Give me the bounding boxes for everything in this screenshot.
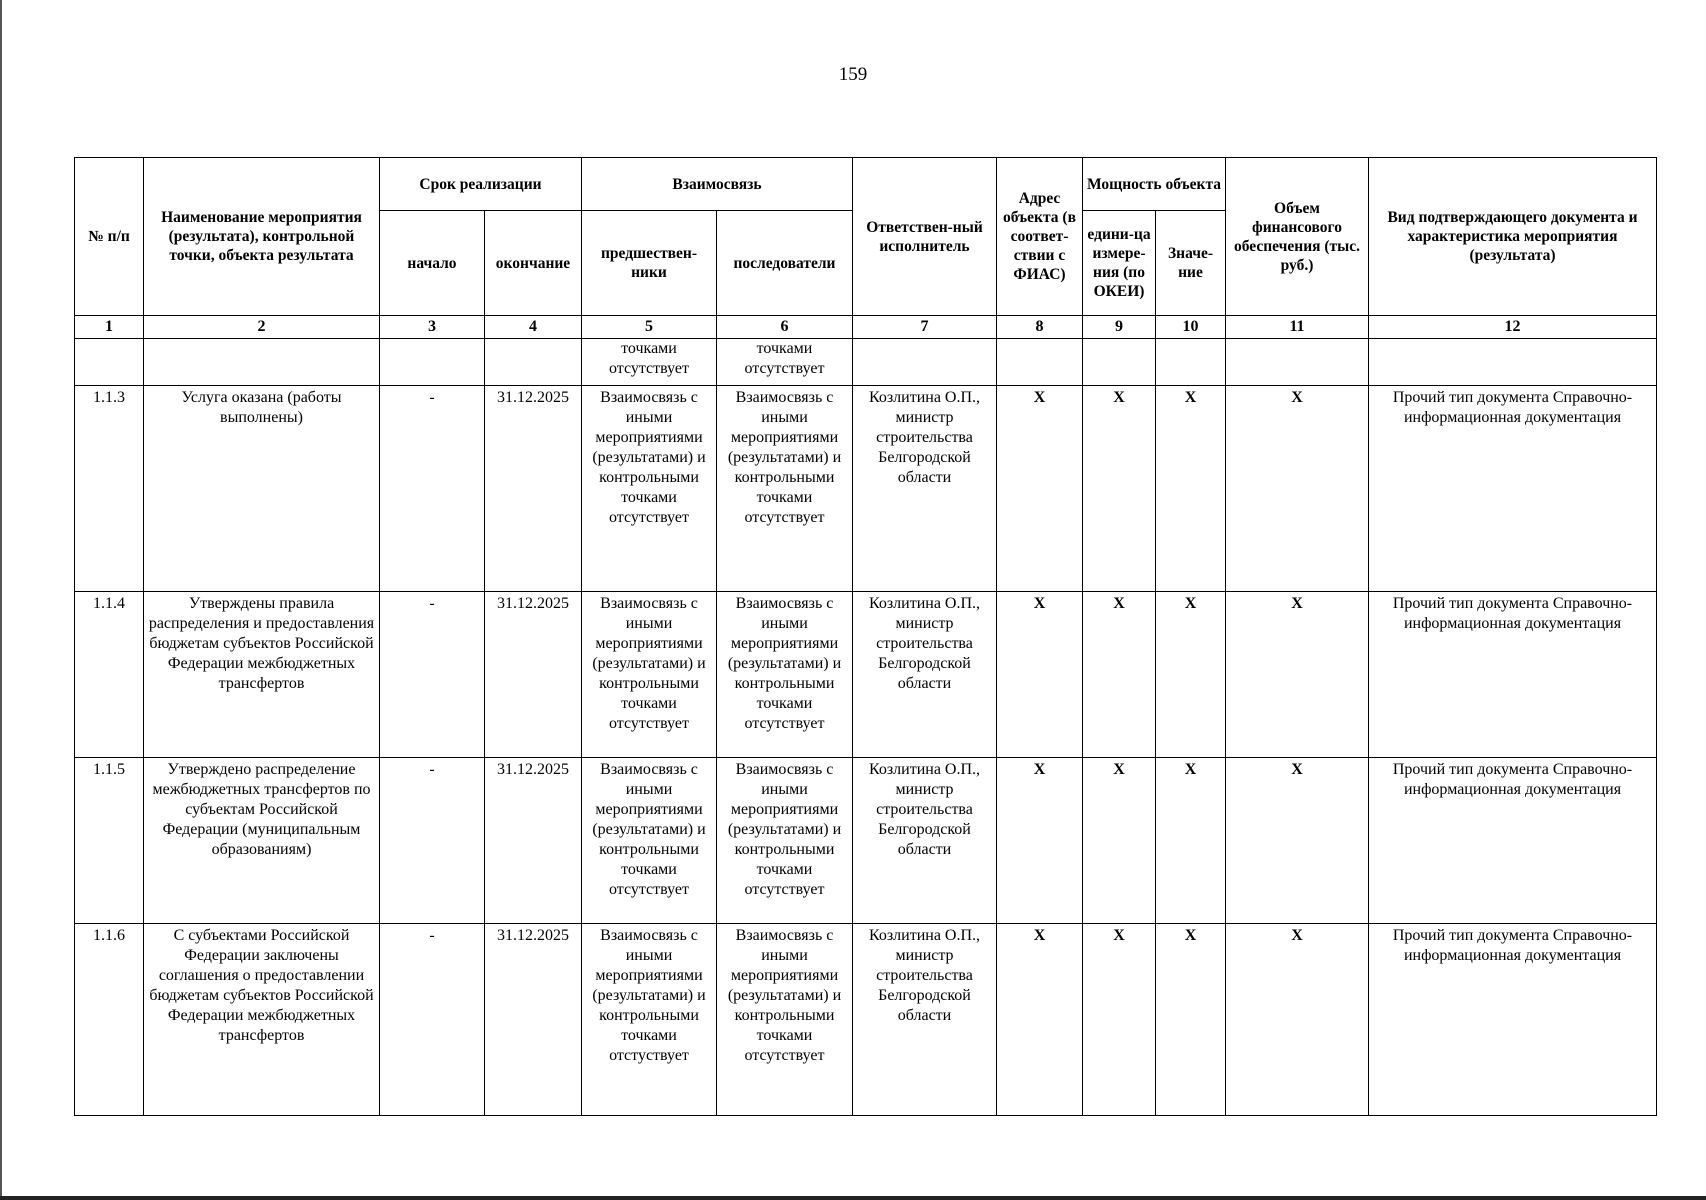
row-name: С субъектами Российской Федерации заключены соглашения о предоставлении бюджетам субъектов Российской Федерации межбюджетных трансфертов: [144, 924, 380, 1116]
table-cell: [853, 339, 997, 386]
row-start: -: [380, 924, 485, 1116]
table-cell: [144, 339, 380, 386]
row-finance: X: [1226, 758, 1369, 924]
row-num: 1.1.6: [75, 924, 144, 1116]
column-number: 3: [380, 316, 485, 339]
row-end: 31.12.2025: [485, 592, 582, 758]
row-end: 31.12.2025: [485, 758, 582, 924]
row-responsible: Козлитина О.П., министр строительства Белгородской области: [853, 592, 997, 758]
table-cell: [997, 339, 1083, 386]
table-cell: [485, 339, 582, 386]
row-value: X: [1156, 924, 1226, 1116]
row-address: X: [997, 924, 1083, 1116]
header-finance: Объем финансового обеспечения (тыс. руб.): [1226, 158, 1369, 316]
header-capacity-value: Значе-ние: [1156, 211, 1226, 316]
row-start: -: [380, 386, 485, 592]
header-period-end: окончание: [485, 211, 582, 316]
table-row: [75, 386, 1657, 592]
row-end: 31.12.2025: [485, 924, 582, 1116]
column-number: 10: [1156, 316, 1226, 339]
row-doc: Прочий тип документа Справочно-информационная документация: [1369, 592, 1657, 758]
row-start: -: [380, 592, 485, 758]
row-address: X: [997, 592, 1083, 758]
header-responsible: Ответствен-ный исполнитель: [853, 158, 997, 316]
header-name: Наименование мероприятия (результата), контрольной точки, объекта результата: [144, 158, 380, 316]
row-succ: Взаимосвязь с иными мероприятиями (результатами) и контрольными точками отсутствует: [717, 386, 853, 592]
column-number: 1: [75, 316, 144, 339]
header-row-1: [75, 158, 1657, 211]
continuation-pred: точками отсутствует: [582, 339, 717, 386]
row-unit: X: [1083, 924, 1156, 1116]
header-capacity: Мощность объекта: [1083, 158, 1226, 211]
row-responsible: Козлитина О.П., министр строительства Белгородской области: [853, 386, 997, 592]
row-pred: Взаимосвязь с иными мероприятиями (результатами) и контрольными точками отстуствует: [582, 924, 717, 1116]
table-cell: [75, 339, 144, 386]
header-num: № п/п: [75, 158, 144, 316]
table-row: [75, 924, 1657, 1116]
header-period-start: начало: [380, 211, 485, 316]
row-succ: Взаимосвязь с иными мероприятиями (результатами) и контрольными точками отсутствует: [717, 758, 853, 924]
continuation-succ: точками отсутствует: [717, 339, 853, 386]
table-cell: [1226, 339, 1369, 386]
row-value: X: [1156, 758, 1226, 924]
row-address: X: [997, 386, 1083, 592]
continuation-row: [75, 339, 1657, 386]
table-cell: [1156, 339, 1226, 386]
row-value: X: [1156, 592, 1226, 758]
row-name: Услуга оказана (работы выполнены): [144, 386, 380, 592]
table-cell: [1369, 339, 1657, 386]
column-number: 4: [485, 316, 582, 339]
row-doc: Прочий тип документа Справочно-информационная документация: [1369, 758, 1657, 924]
column-number: 2: [144, 316, 380, 339]
table-cell: [380, 339, 485, 386]
row-start: -: [380, 758, 485, 924]
row-name: Утверждено распределение межбюджетных трансфертов по субъектам Российской Федерации (муниципальным образованиям): [144, 758, 380, 924]
row-pred: Взаимосвязь с иными мероприятиями (результатами) и контрольными точками отсутствует: [582, 592, 717, 758]
column-number-row: [75, 316, 1657, 339]
row-pred: Взаимосвязь с иными мероприятиями (результатами) и контрольными точками отсутствует: [582, 386, 717, 592]
row-num: 1.1.5: [75, 758, 144, 924]
row-finance: X: [1226, 386, 1369, 592]
row-responsible: Козлитина О.П., министр строительства Белгородской области: [853, 758, 997, 924]
row-unit: X: [1083, 386, 1156, 592]
column-number: 12: [1369, 316, 1657, 339]
header-relation: Взаимосвязь: [582, 158, 853, 211]
row-num: 1.1.3: [75, 386, 144, 592]
header-address: Адрес объекта (в соответ-ствии с ФИАС): [997, 158, 1083, 316]
activity-plan-table: [74, 157, 1657, 1116]
column-number: 9: [1083, 316, 1156, 339]
column-number: 5: [582, 316, 717, 339]
row-succ: Взаимосвязь с иными мероприятиями (результатами) и контрольными точками отсутствует: [717, 592, 853, 758]
row-doc: Прочий тип документа Справочно-информационная документация: [1369, 386, 1657, 592]
row-pred: Взаимосвязь с иными мероприятиями (результатами) и контрольными точками отсутствует: [582, 758, 717, 924]
column-number: 7: [853, 316, 997, 339]
row-finance: X: [1226, 592, 1369, 758]
scan-left-edge: [0, 0, 2, 1200]
table-row: [75, 758, 1657, 924]
header-period: Срок реализации: [380, 158, 582, 211]
row-responsible: Козлитина О.П., министр строительства Белгородской области: [853, 924, 997, 1116]
header-relation-pred: предшествен-ники: [582, 211, 717, 316]
header-relation-succ: последователи: [717, 211, 853, 316]
column-number: 6: [717, 316, 853, 339]
page-number: 159: [838, 64, 868, 85]
row-address: X: [997, 758, 1083, 924]
column-number: 8: [997, 316, 1083, 339]
row-doc: Прочий тип документа Справочно-информационная документация: [1369, 924, 1657, 1116]
header-doc-type: Вид подтверждающего документа и характеристика мероприятия (результата): [1369, 158, 1657, 316]
row-value: X: [1156, 386, 1226, 592]
row-end: 31.12.2025: [485, 386, 582, 592]
row-num: 1.1.4: [75, 592, 144, 758]
row-finance: X: [1226, 924, 1369, 1116]
row-unit: X: [1083, 758, 1156, 924]
table-cell: [1083, 339, 1156, 386]
row-succ: Взаимосвязь с иными мероприятиями (результатами) и контрольными точками отсутствует: [717, 924, 853, 1116]
scan-bottom-edge: [0, 1196, 1706, 1200]
row-unit: X: [1083, 592, 1156, 758]
row-name: Утверждены правила распределения и предоставления бюджетам субъектов Российской Федерации межбюджетных трансфертов: [144, 592, 380, 758]
header-capacity-unit: едини-ца измере-ния (по ОКЕИ): [1083, 211, 1156, 316]
table-row: [75, 592, 1657, 758]
column-number: 11: [1226, 316, 1369, 339]
